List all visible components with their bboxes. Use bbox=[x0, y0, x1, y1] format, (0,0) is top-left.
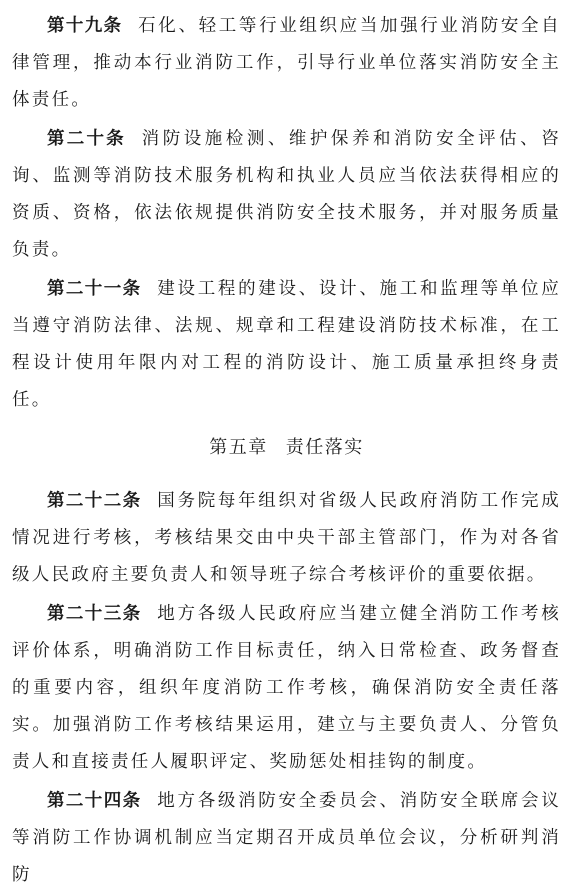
chapter-name: 责任落实 bbox=[285, 437, 364, 458]
article-title: 第二十三条 bbox=[47, 604, 142, 624]
article-title: 第二十四条 bbox=[47, 791, 142, 811]
article-body: 国务院每年组织对省级人民政府消防工作完成情况进行考核，考核结果交由中央干部主管部门，作为对各省级人民政府主要负责人和领导班子综合考核评价的重要依据。 bbox=[12, 491, 561, 585]
article-body: 石化、轻工等行业组织应当加强行业消防安全自律管理，推动本行业消防工作，引导行业单位落实消防安全主体责任。 bbox=[12, 16, 561, 110]
article-19 bbox=[12, 8, 561, 119]
article-22 bbox=[12, 483, 561, 594]
article-body: 消防设施检测、维护保养和消防安全评估、咨询、监测等消防技术服务机构和执业人员应当依法获得相应的资质、资格，依法依规提供消防安全技术服务，并对服务质量负责。 bbox=[12, 129, 562, 260]
article-title: 第二十二条 bbox=[47, 491, 142, 511]
article-body: 地方各级人民政府应当建立健全消防工作考核评价体系，明确消防工作目标责任，纳入日常检查、政务督查的重要内容，组织年度消防工作考核，确保消防安全责任落实。加强消防工作考核结果运用，建立与主要负责人、分管负责人和直接责任人履职评定、奖励惩处相挂钩的制度。 bbox=[12, 604, 561, 772]
article-body: 建设工程的建设、设计、施工和监理等单位应当遵守消防法律、法规、规章和工程建设消防技术标准，在工程设计使用年限内对工程的消防设计、施工质量承担终身责任。 bbox=[12, 279, 561, 410]
article-20 bbox=[12, 121, 561, 269]
article-title: 第二十一条 bbox=[47, 279, 142, 299]
article-body: 地方各级消防安全委员会、消防安全联席会议等消防工作协调机制应当定期召开成员单位会议，分析研判消防 bbox=[12, 791, 561, 885]
chapter-number: 第五章 bbox=[209, 437, 268, 458]
article-title: 第二十条 bbox=[47, 129, 126, 149]
chapter-heading bbox=[12, 433, 561, 463]
article-24 bbox=[12, 783, 561, 894]
article-23 bbox=[12, 596, 561, 781]
article-title: 第十九条 bbox=[47, 16, 123, 36]
article-21 bbox=[12, 271, 561, 419]
